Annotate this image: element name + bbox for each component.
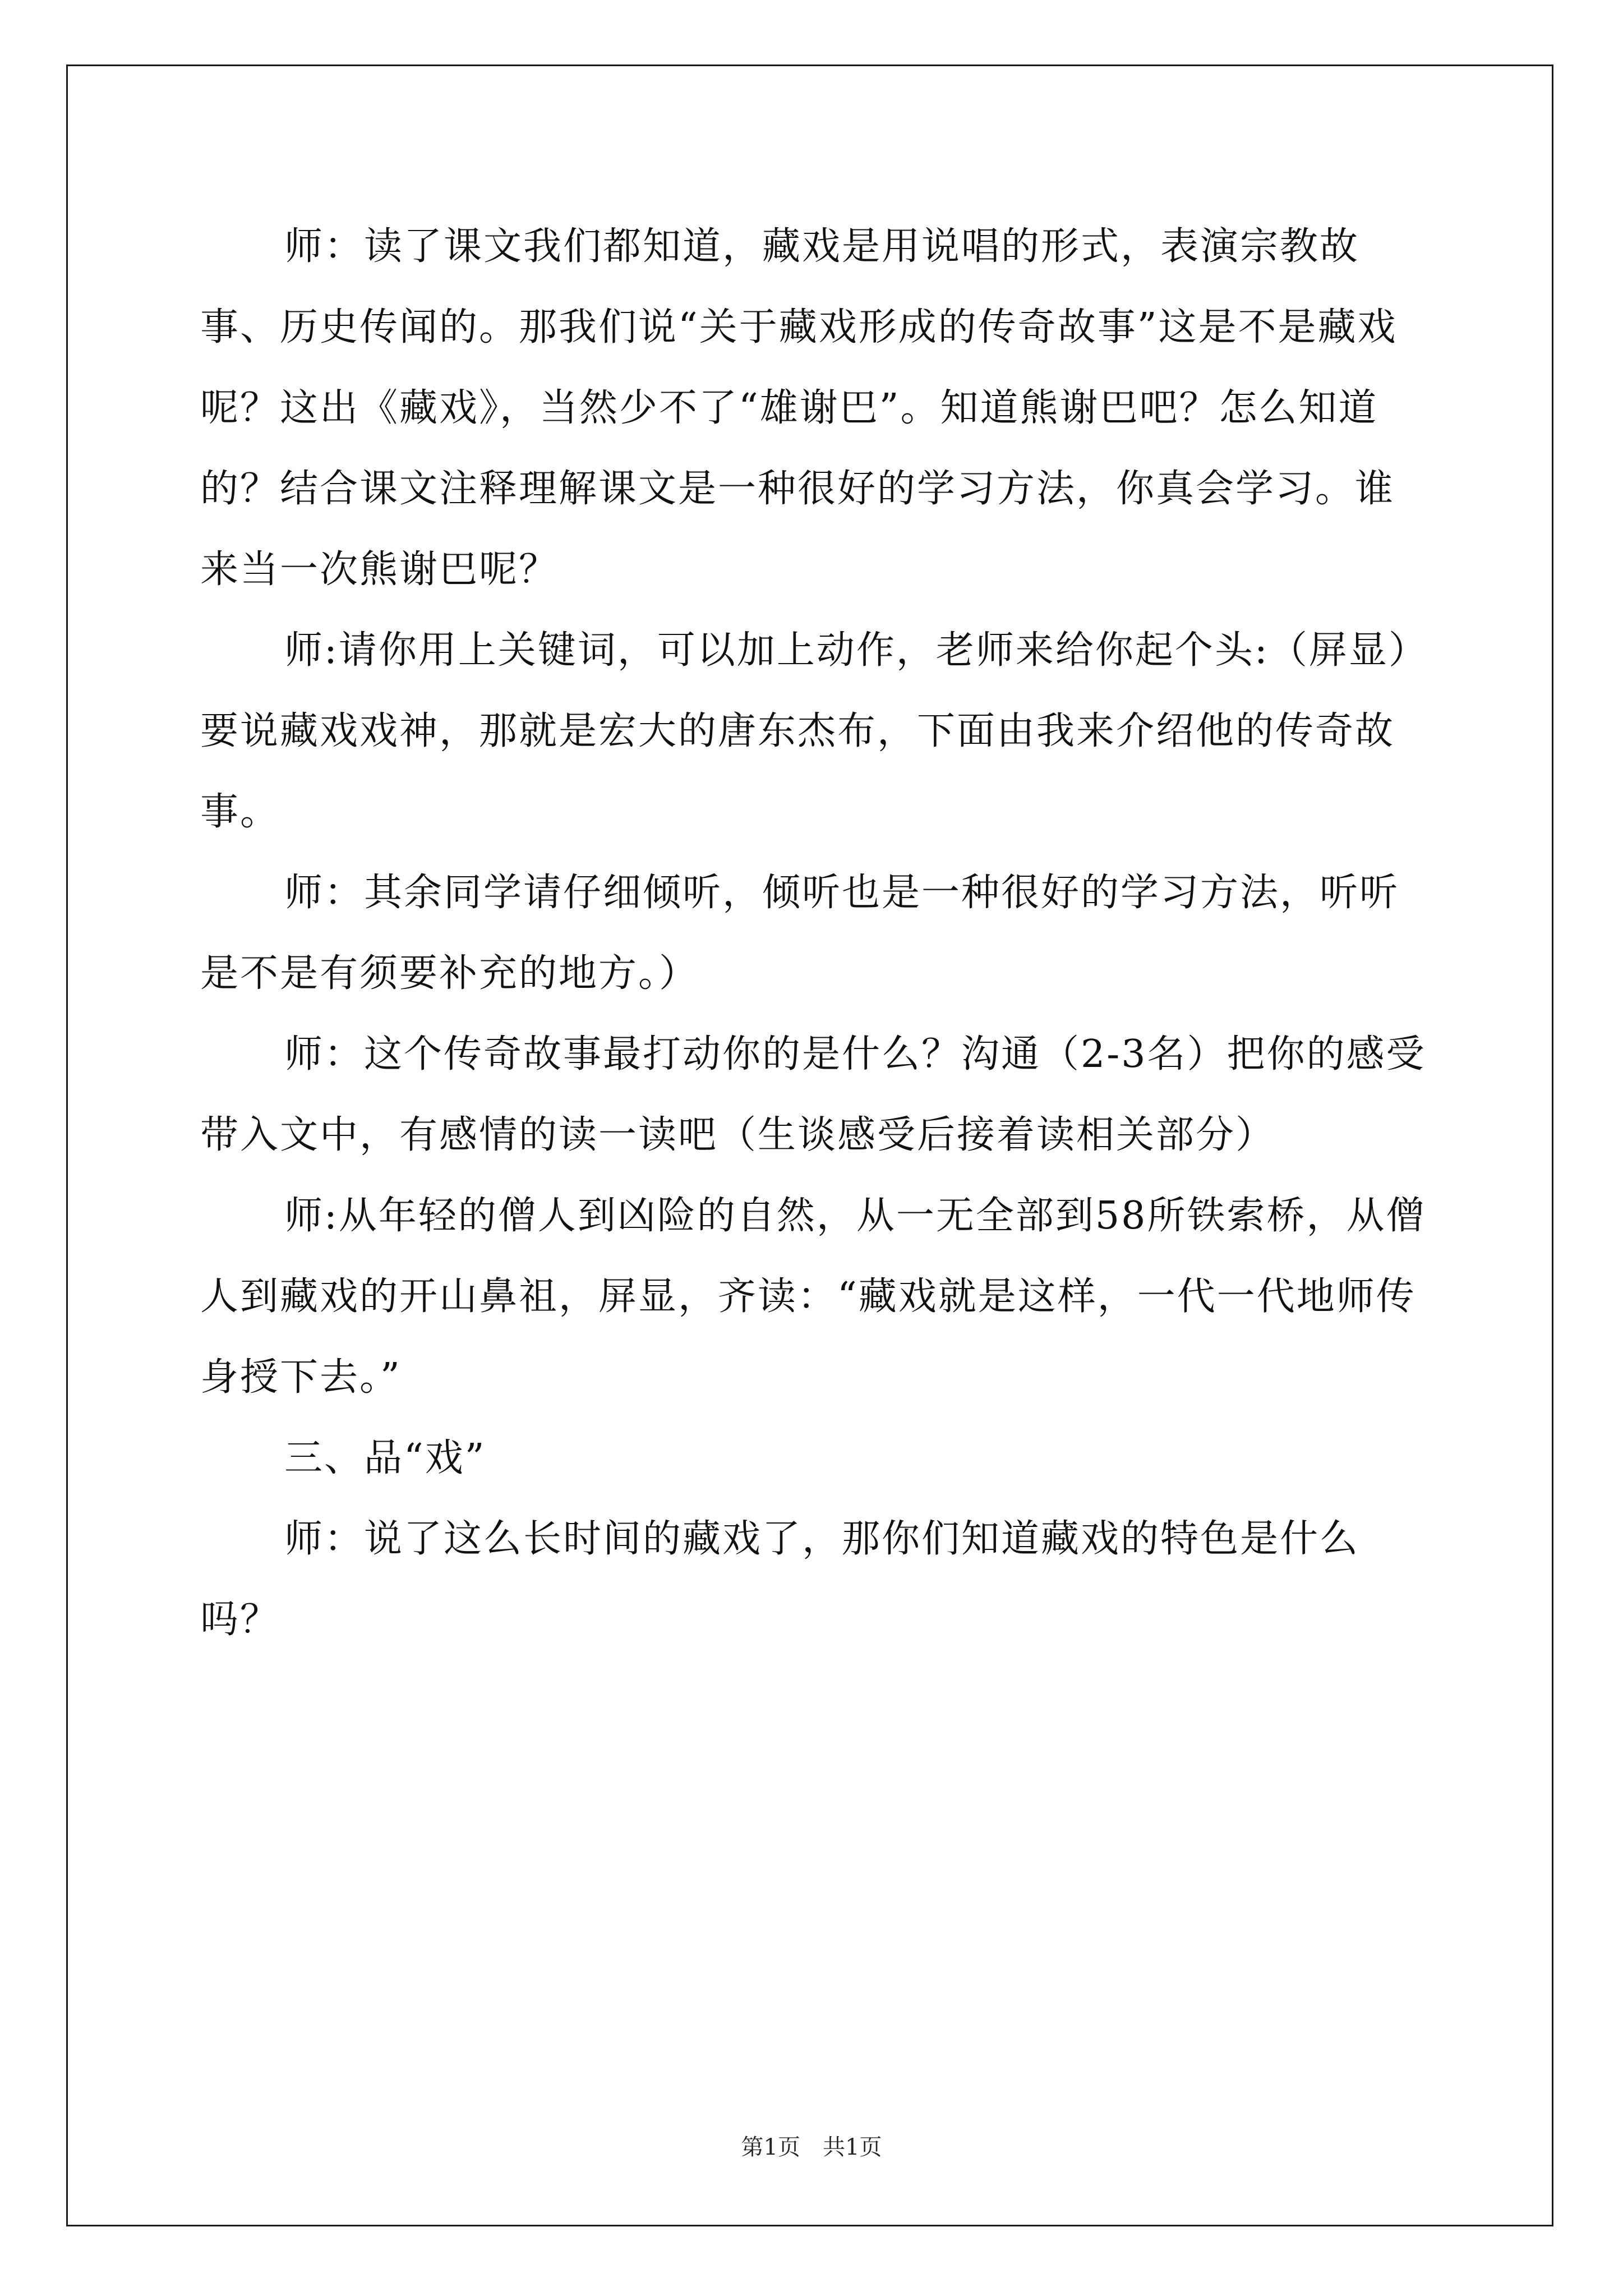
page-total: 共1页 — [823, 2134, 882, 2160]
paragraph-1: 师：读了课文我们都知道，藏戏是用说唱的形式，表演宗教故事、历史传闻的。那我们说“关于藏戏形成的传奇故事”这是不是藏戏呢？这出《藏戏》，当然少不了“雄谢巴”。知道熊谢巴吧？怎么知道的？结合课文注释理解课文是一种很好的学习方法，你真会学习。谁来当一次熊谢巴呢？ — [200, 224, 1398, 592]
paragraph-3: 师：其余同学请仔细倾听，倾听也是一种很好的学习方法，听听是不是有须要补充的地方。） — [200, 871, 1400, 996]
paragraph-5: 师:从年轻的僧人到凶险的自然，从一无全部到58所铁索桥，从僧人到藏戏的开山鼻祖，屏显，齐读：“藏戏就是这样，一代一代地师传身授下去。” — [200, 1194, 1426, 1400]
paragraph-final: 师：说了这么长时间的藏戏了，那你们知道藏戏的特色是什么吗？ — [200, 1517, 1360, 1642]
document-body — [200, 206, 1431, 1660]
page-footer — [0, 2132, 1623, 2163]
paragraph-4: 师：这个传奇故事最打动你的是什么？沟通（2-3名）把你的感受带入文中，有感情的读一读吧（生谈感受后接着读相关部分） — [200, 1032, 1426, 1157]
paragraph-2: 师:请你用上关键词，可以加上动作，老师来给你起个头:（屏显）要说藏戏戏神，那就是宏大的唐东杰布，下面由我来介绍他的传奇故事。 — [200, 628, 1428, 834]
page-number: 第1页 — [741, 2134, 800, 2160]
section-heading: 三、品“戏” — [284, 1436, 486, 1480]
